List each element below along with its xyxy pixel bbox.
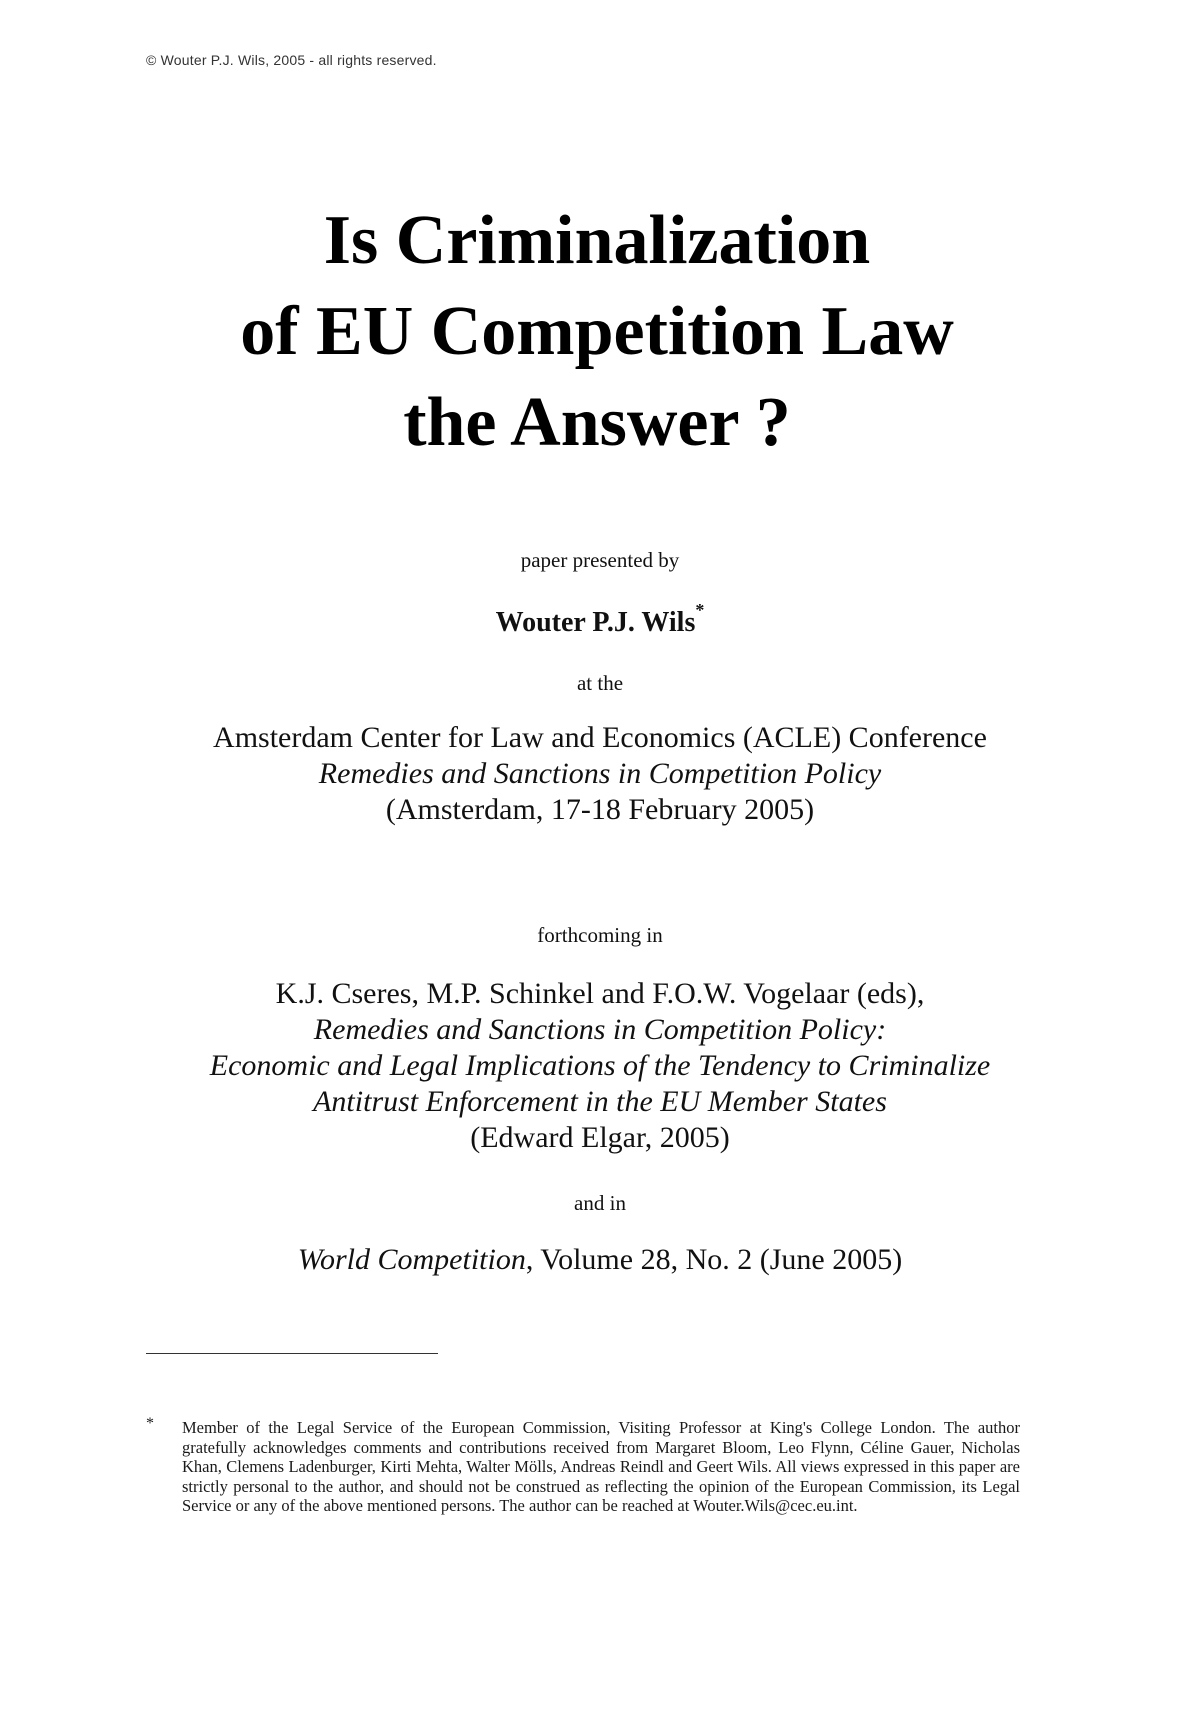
book-title-line-3: Antitrust Enforcement in the EU Member States — [313, 1085, 887, 1118]
paper-title-line-2: of EU Competition Law — [240, 293, 954, 370]
author-name: Wouter P.J. Wils — [495, 607, 696, 638]
and-in-label: and in — [574, 1191, 626, 1215]
paper-title-line-1: Is Criminalization — [323, 202, 871, 279]
book-publisher: (Edward Elgar, 2005) — [470, 1121, 730, 1154]
paper-title-line-3: the Answer ? — [403, 384, 791, 461]
copyright-notice: © Wouter P.J. Wils, 2005 - all rights reserved. — [146, 52, 437, 68]
forthcoming-label: forthcoming in — [537, 923, 663, 947]
conference-info — [0, 720, 1200, 828]
at-the-label: at the — [576, 671, 624, 695]
author-name-line — [0, 600, 1200, 641]
conference-place-date: (Amsterdam, 17-18 February 2005) — [385, 793, 815, 826]
book-editors: K.J. Cseres, M.P. Schinkel and F.O.W. Vogelaar (eds), — [275, 977, 925, 1010]
journal-details: , Volume 28, No. 2 (June 2005) — [525, 1243, 903, 1276]
journal-name: World Competition — [297, 1243, 526, 1276]
author-footnote-mark: * — [695, 600, 705, 620]
conference-name: Amsterdam Center for Law and Economics (ACLE) Conference — [213, 721, 987, 754]
footnote-text: Member of the Legal Service of the European Commission, Visiting Professor at King's College London. The author gratefully acknowledges comments and contributions received from Margaret Bloom, Leo Flynn, Céline Gauer, Nicholas Khan, Clemens Ladenburger, Kirti Mehta, Walter Mölls, Andreas Reindl and Geert Wils. All views expressed in this paper are strictly personal to the author, and should not be construed as reflecting the opinion of the European Commission, its Legal Service or any of the above mentioned persons. The author can be reached at Wouter.Wils@cec.eu.int. — [182, 1418, 1020, 1515]
footnote-mark: * — [146, 1415, 154, 1432]
conference-theme: Remedies and Sanctions in Competition Policy — [318, 757, 882, 790]
author-footnote — [146, 1415, 1020, 1516]
book-title-line-1: Remedies and Sanctions in Competition Policy: — [313, 1013, 887, 1046]
footnote-divider — [146, 1353, 438, 1354]
paper-title — [0, 195, 1200, 468]
book-info — [0, 976, 1200, 1156]
book-title-line-2: Economic and Legal Implications of the Tendency to Criminalize — [209, 1049, 991, 1082]
presented-by-label: paper presented by — [520, 548, 680, 572]
journal-info — [0, 1242, 1200, 1278]
